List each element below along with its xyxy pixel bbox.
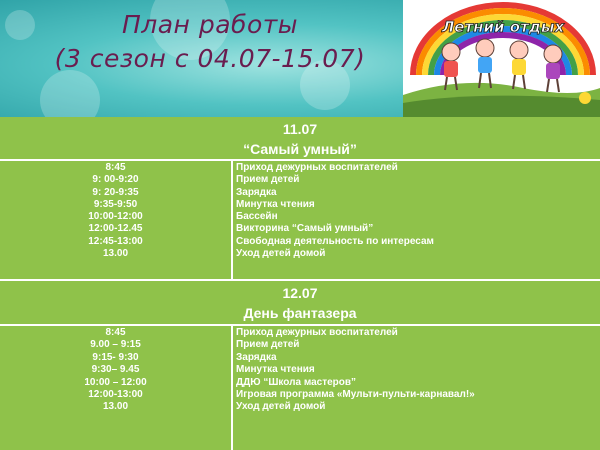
activity-cell: ДДЮ “Школа мастеров”: [236, 376, 357, 388]
header-banner: [0, 0, 600, 117]
column-divider: [231, 324, 233, 450]
activity-cell: Уход детей домой: [236, 401, 326, 413]
day-theme: “Самый умный”: [243, 141, 357, 157]
time-cell: 9:15- 9:30: [92, 351, 139, 363]
activities-column: [236, 162, 600, 260]
time-cell: 8:45: [105, 162, 126, 173]
time-cell: 10:00 – 12:00: [84, 376, 147, 388]
activity-cell: Викторина “Самый умный”: [236, 223, 374, 235]
kid-figure: [442, 43, 460, 90]
rainbow-kids-illustration: [403, 0, 600, 117]
logo-lettering: Летний отдых: [441, 18, 565, 36]
activity-cell: Зарядка: [236, 351, 277, 363]
time-cell: 13.00: [102, 247, 129, 259]
schedule-table: [0, 324, 600, 450]
time-cell: 10:00-12:00: [88, 211, 143, 222]
title-line-1: План работы: [121, 10, 299, 39]
activity-cell: Минутка чтения: [236, 364, 315, 376]
day-theme: День фантазера: [243, 305, 357, 321]
day-banner: [0, 117, 600, 159]
activity-cell: Бассейн: [236, 211, 278, 222]
activity-cell: Уход детей домой: [236, 247, 326, 259]
activity-cell: Свободная деятельность по интересам: [236, 235, 434, 247]
time-cell: 8:45: [105, 327, 126, 338]
summer-logo: [403, 0, 600, 117]
time-cell: 12:00-12.45: [88, 223, 143, 235]
activity-cell: Минутка чтения: [236, 198, 315, 210]
activity-cell: Игровая программа «Мульти-пульти-карнавал!»: [236, 388, 475, 400]
activity-cell: Прием детей: [236, 174, 300, 186]
table-divider: [0, 324, 600, 326]
day-date: 11.07: [282, 121, 318, 137]
title-line-2: (3 сезон с 04.07-15.07): [54, 44, 366, 73]
schedule-table: [0, 159, 600, 281]
day-date: 12.07: [282, 285, 318, 301]
kid-figure: [544, 45, 562, 92]
time-cell: 9: 20-9:35: [92, 186, 139, 198]
time-cell: 12:45-13:00: [88, 235, 143, 247]
activity-cell: Прием детей: [236, 339, 300, 351]
bokeh-circle: [40, 70, 100, 117]
activity-cell: Зарядка: [236, 186, 277, 198]
activity-cell: Приход дежурных воспитателей: [236, 327, 398, 338]
day-banner: [0, 281, 600, 324]
times-column: [0, 162, 231, 260]
activity-cell: Приход дежурных воспитателей: [236, 162, 398, 173]
time-cell: 9:30– 9.45: [91, 364, 140, 376]
time-cell: 13.00: [102, 401, 129, 413]
time-cell: 9.00 – 9:15: [90, 339, 141, 351]
kid-figure: [510, 41, 528, 89]
times-column: [0, 327, 231, 414]
time-cell: 9: 00-9:20: [92, 174, 139, 186]
page-title: [30, 8, 390, 76]
kid-figure: [476, 39, 494, 88]
time-cell: 12:00-13:00: [88, 388, 143, 400]
time-cell: 9:35-9:50: [93, 198, 138, 210]
table-divider: [0, 159, 600, 161]
column-divider: [231, 159, 233, 281]
activities-column: [236, 327, 600, 414]
